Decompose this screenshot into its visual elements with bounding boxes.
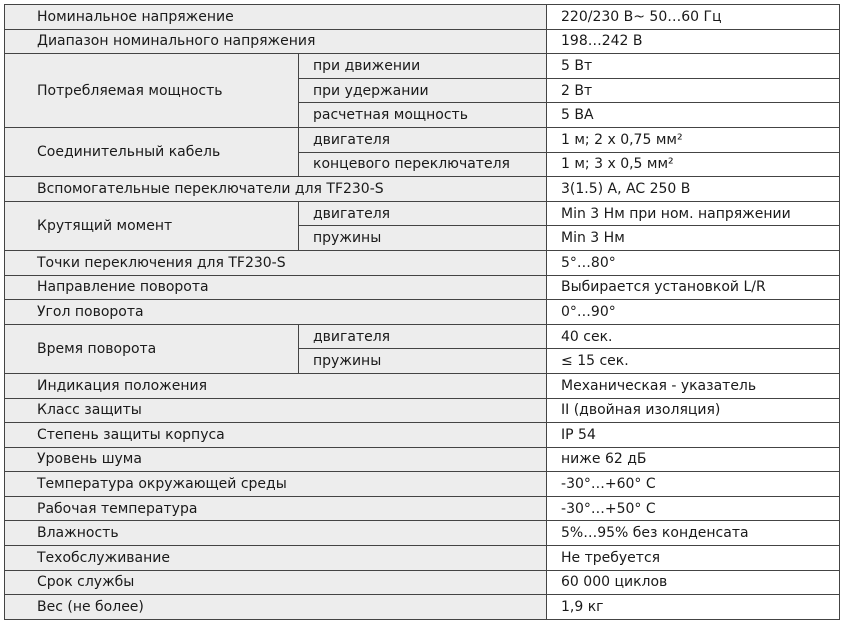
param-name: Время поворота: [5, 324, 299, 373]
param-name: Степень защиты корпуса: [5, 423, 547, 448]
param-name: Угол поворота: [5, 300, 547, 325]
param-name: Рабочая температура: [5, 496, 547, 521]
sub-param-name: двигателя: [299, 127, 547, 152]
table-row: [5, 29, 840, 54]
table-row: [5, 275, 840, 300]
table-row: [5, 496, 840, 521]
param-name: Срок службы: [5, 570, 547, 595]
param-value: 5%…95% без конденсата: [547, 521, 840, 546]
table-row: [5, 54, 840, 79]
param-value: 2 Вт: [547, 78, 840, 103]
param-value: 198…242 В: [547, 29, 840, 54]
param-name: Вспомогательные переключатели для TF230-S: [5, 177, 547, 202]
table-row: [5, 546, 840, 571]
specifications-table: [4, 4, 840, 620]
table-row: [5, 127, 840, 152]
table-row: [5, 423, 840, 448]
param-name: Температура окружающей среды: [5, 472, 547, 497]
table-row: [5, 324, 840, 349]
param-name: Диапазон номинального напряжения: [5, 29, 547, 54]
table-row: [5, 201, 840, 226]
param-value: 0°…90°: [547, 300, 840, 325]
table-row: [5, 373, 840, 398]
table-row: [5, 521, 840, 546]
param-name: Номинальное напряжение: [5, 5, 547, 30]
param-value: 5 ВА: [547, 103, 840, 128]
param-value: Min 3 Нм: [547, 226, 840, 251]
param-value: II (двойная изоляция): [547, 398, 840, 423]
table-row: [5, 447, 840, 472]
param-name: Направление поворота: [5, 275, 547, 300]
param-name: Техобслуживание: [5, 546, 547, 571]
param-value: ≤ 15 сек.: [547, 349, 840, 374]
param-value: 1,9 кг: [547, 595, 840, 620]
table-row: [5, 250, 840, 275]
table-row: [5, 472, 840, 497]
param-name: Индикация положения: [5, 373, 547, 398]
param-value: 220/230 В~ 50…60 Гц: [547, 5, 840, 30]
sub-param-name: пружины: [299, 349, 547, 374]
param-value: Min 3 Нм при ном. напряжении: [547, 201, 840, 226]
sub-param-name: при удержании: [299, 78, 547, 103]
param-value: -30°…+60° С: [547, 472, 840, 497]
table-row: [5, 398, 840, 423]
param-name: Точки переключения для TF230-S: [5, 250, 547, 275]
param-value: 60 000 циклов: [547, 570, 840, 595]
sub-param-name: двигателя: [299, 201, 547, 226]
table-row: [5, 5, 840, 30]
param-name: Потребляемая мощность: [5, 54, 299, 128]
param-value: 5°…80°: [547, 250, 840, 275]
param-value: Механическая - указатель: [547, 373, 840, 398]
param-name: Уровень шума: [5, 447, 547, 472]
sub-param-name: двигателя: [299, 324, 547, 349]
param-value: -30°…+50° С: [547, 496, 840, 521]
param-name: Класс защиты: [5, 398, 547, 423]
sub-param-name: при движении: [299, 54, 547, 79]
param-value: 1 м; 3 x 0,5 мм²: [547, 152, 840, 177]
param-value: Не требуется: [547, 546, 840, 571]
table-row: [5, 177, 840, 202]
sub-param-name: расчетная мощность: [299, 103, 547, 128]
table-row: [5, 570, 840, 595]
sub-param-name: пружины: [299, 226, 547, 251]
param-value: 40 сек.: [547, 324, 840, 349]
table-row: [5, 300, 840, 325]
sub-param-name: концевого переключателя: [299, 152, 547, 177]
table-row: [5, 595, 840, 620]
param-name: Крутящий момент: [5, 201, 299, 250]
param-value: ниже 62 дБ: [547, 447, 840, 472]
param-name: Соединительный кабель: [5, 127, 299, 176]
param-value: IP 54: [547, 423, 840, 448]
param-value: 5 Вт: [547, 54, 840, 79]
param-value: 1 м; 2 x 0,75 мм²: [547, 127, 840, 152]
param-value: Выбирается установкой L/R: [547, 275, 840, 300]
param-name: Вес (не более): [5, 595, 547, 620]
param-name: Влажность: [5, 521, 547, 546]
param-value: 3(1.5) A, AC 250 В: [547, 177, 840, 202]
